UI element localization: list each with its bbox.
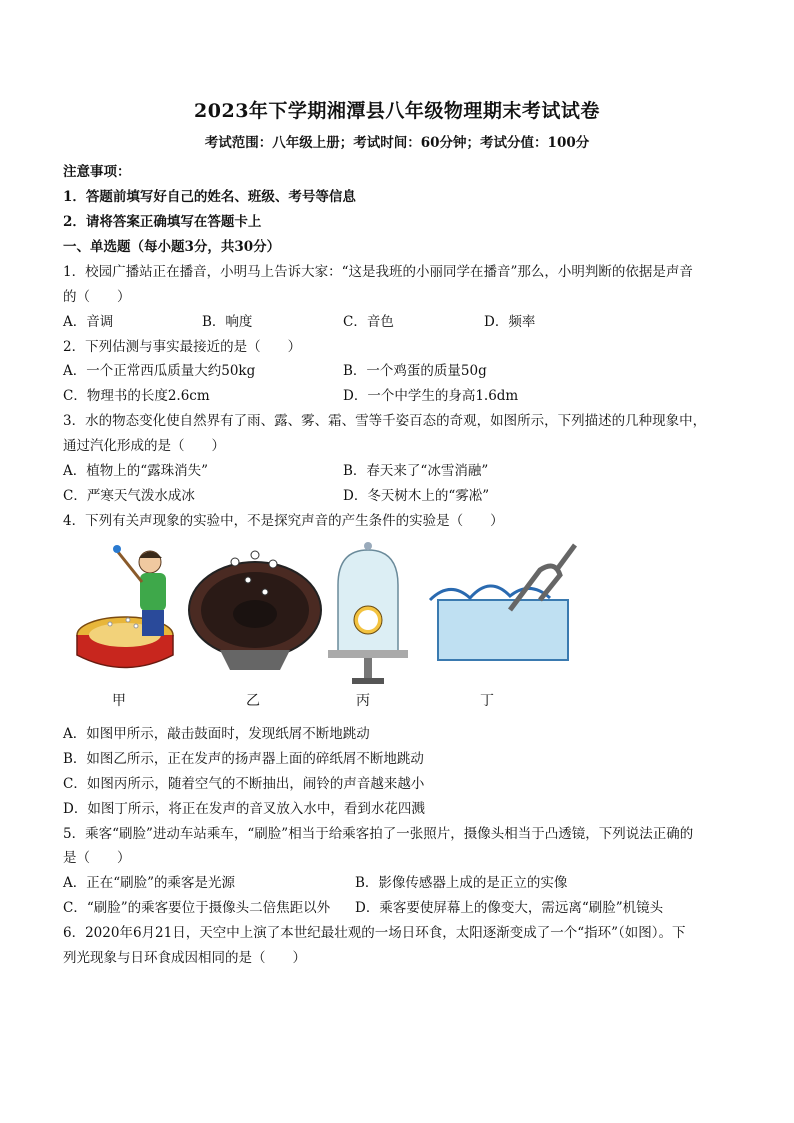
q1-option-d: D．频率 [484,314,536,330]
note-item: 1．答题前填写好自己的姓名、班级、考号等信息 [63,189,356,205]
question-4-stem: 4．下列有关声现象的实验中，不是探究声音的产生条件的实验是（ ） [63,513,504,529]
bell-jar-experiment-illustration [328,542,408,684]
question-6-stem-cont: 列光现象与日环食成因相同的是（ ） [63,950,306,966]
q5-option-d: D．乘客要使屏幕上的像变大，需远离“刷脸”机镜头 [355,900,664,916]
q3-option-a: A．植物上的“露珠消失” [63,463,209,479]
q5-option-b: B．影像传感器上成的是正立的实像 [355,875,568,891]
section-heading: 一、单选题（每小题3分，共30分） [63,239,281,255]
q2-option-d: D．一个中学生的身高1.6dm [343,388,519,404]
question-3-stem-cont: 通过汽化形成的是（ ） [63,438,225,454]
figure-label-bing: 丙 [356,693,370,709]
q5-option-a: A．正在“刷脸”的乘客是光源 [63,875,236,891]
q4-option-a: A．如图甲所示，敲击鼓面时，发现纸屑不断地跳动 [63,726,370,742]
q4-option-b: B．如图乙所示，正在发声的扬声器上面的碎纸屑不断地跳动 [63,751,424,767]
page-title: 2023年下学期湘潭县八年级物理期末考试试卷 [194,100,600,122]
figure-label-ding: 丁 [480,693,494,709]
q5-option-c: C．“刷脸”的乘客要位于摄像头二倍焦距以外 [63,900,331,916]
q1-option-a: A．音调 [63,314,114,330]
figure-label-yi: 乙 [246,693,260,709]
question-2-stem: 2．下列估测与事实最接近的是（ ） [63,339,302,355]
question-6-stem: 6．2020年6月21日，天空中上演了本世纪最壮观的一场日环食，太阳逐渐变成了一个“指环”（如图）。下 [63,925,686,941]
q3-option-d: D．冬天树木上的“雾凇” [343,488,490,504]
q4-option-c: C．如图丙所示，随着空气的不断抽出，闹铃的声音越来越小 [63,776,425,792]
q1-option-c: C．音色 [343,314,394,330]
question-1-stem: 1．校园广播站正在播音，小明马上告诉大家：“这是我班的小丽同学在播音”那么，小明判断的依据是声音 [63,264,693,280]
q1-option-b: B．响度 [202,314,253,330]
question-5-stem: 5．乘客“刷脸”进动车站乘车，“刷脸”相当于给乘客拍了一张照片，摄像头相当于凸透镜，下列说法正确的 [63,826,694,842]
drum-experiment-illustration [77,545,173,668]
figure-label-jia: 甲 [112,693,126,709]
sound-experiments-figure [70,540,590,690]
exam-info: 考试范围：八年级上册；考试时间：60分钟；考试分值：100分 [204,135,590,151]
notes-heading: 注意事项： [63,164,131,180]
question-1-stem-cont: 的（ ） [63,289,131,305]
note-item: 2．请将答案正确填写在答题卡上 [63,214,262,230]
q2-option-c: C．物理书的长度2.6cm [63,388,210,404]
speaker-experiment-illustration [189,551,321,670]
q2-option-a: A．一个正常西瓜质量大约50kg [63,363,256,379]
q2-option-b: B．一个鸡蛋的质量50g [343,363,487,379]
q4-option-d: D．如图丁所示，将正在发声的音叉放入水中，看到水花四溅 [63,801,425,817]
question-3-stem: 3．水的物态变化使自然界有了雨、露、雾、霜、雪等千姿百态的奇观，如图所示，下列描述的几种现象中， [63,413,707,429]
q3-option-c: C．严寒天气泼水成冰 [63,488,195,504]
q3-option-b: B．春天来了“冰雪消融” [343,463,489,479]
question-5-stem-cont: 是（ ） [63,850,131,866]
tuning-fork-experiment-illustration [430,545,575,660]
